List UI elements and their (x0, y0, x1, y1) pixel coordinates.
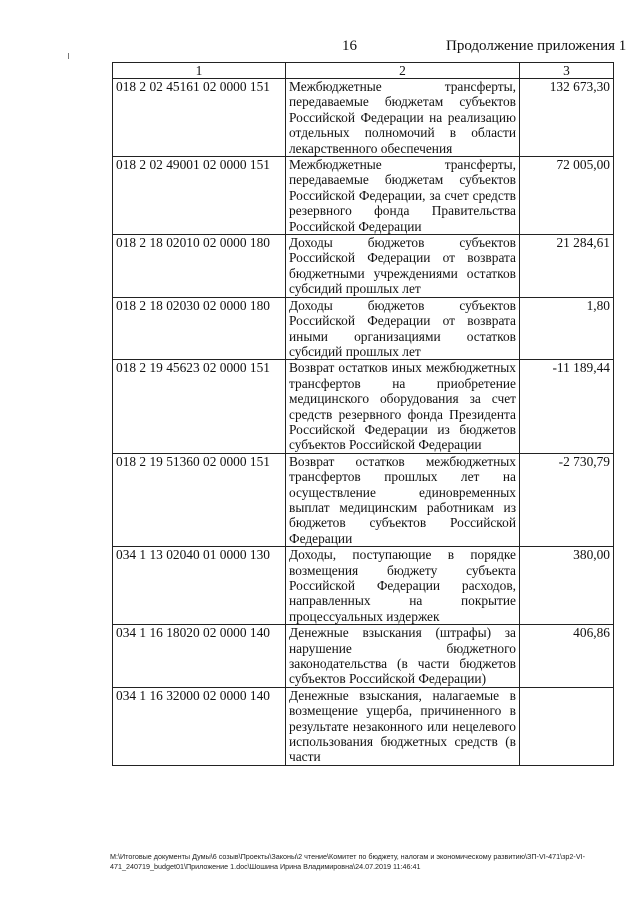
revenue-description: Возврат остатков межбюджетных трансфертов прошлых лет на осуществление единовременных выплат медицинским работникам из бюджетов субъектов Российской Федерации (286, 453, 520, 546)
table-row (113, 360, 614, 453)
document-file-path: M:\Итоговые документы Думы\6 созыв\Проекты\Законы\2 чтение\Комитет по бюджету, налогам и экономическому развитию\ЗП-VI-471\зр2-VI-471_240719_budget01\Приложение 1.doc\Шошина Ирина Владимировна\24.07.2019 11:46:41 (110, 852, 585, 871)
revenue-description: Возврат остатков иных межбюджетных трансфертов на приобретение медицинского оборудования за счет средств резервного фонда Президента Российской Федерации из бюджетов субъектов Российской Федерации (286, 360, 520, 453)
table-row (113, 453, 614, 546)
table-row (113, 547, 614, 625)
table-row (113, 297, 614, 360)
amount: 406,86 (520, 625, 614, 688)
column-header-1: 1 (113, 63, 286, 79)
budget-code: 018 2 19 51360 02 0000 151 (113, 453, 286, 546)
amount: 72 005,00 (520, 157, 614, 235)
continuation-label: Продолжение приложения 1 (446, 38, 627, 54)
revenue-description: Доходы бюджетов субъектов Российской Федерации от возврата бюджетными учреждениями остатков субсидий прошлых лет (286, 235, 520, 298)
revenue-description: Доходы, поступающие в порядке возмещения бюджету субъекта Российской Федерации расходов, направленных на покрытие процессуальных издержек (286, 547, 520, 625)
amount: 21 284,61 (520, 235, 614, 298)
table-row (113, 687, 614, 765)
amount: -11 189,44 (520, 360, 614, 453)
column-header-2: 2 (286, 63, 520, 79)
budget-code: 018 2 19 45623 02 0000 151 (113, 360, 286, 453)
budget-code: 018 2 18 02030 02 0000 180 (113, 297, 286, 360)
amount: 132 673,30 (520, 79, 614, 157)
budget-code: 034 1 16 32000 02 0000 140 (113, 687, 286, 765)
budget-code: 018 2 02 49001 02 0000 151 (113, 157, 286, 235)
revenue-description: Межбюджетные трансферты, передаваемые бюджетам субъектов Российской Федерации на реализацию отдельных полномочий в области лекарственного обеспечения (286, 79, 520, 157)
table-header-row (113, 63, 614, 79)
amount: -2 730,79 (520, 453, 614, 546)
revenue-description: Доходы бюджетов субъектов Российской Федерации от возврата иными организациями остатков субсидий прошлых лет (286, 297, 520, 360)
budget-code: 034 1 16 18020 02 0000 140 (113, 625, 286, 688)
table-row (113, 157, 614, 235)
revenue-table (112, 62, 614, 766)
amount: 1,80 (520, 297, 614, 360)
table-row (113, 625, 614, 688)
budget-code: 034 1 13 02040 01 0000 130 (113, 547, 286, 625)
scan-mark (68, 53, 69, 59)
amount (520, 687, 614, 765)
budget-code: 018 2 18 02010 02 0000 180 (113, 235, 286, 298)
page-number: 16 (342, 38, 357, 54)
revenue-description: Межбюджетные трансферты, передаваемые бюджетам субъектов Российской Федерации, за счет средств резервного фонда Правительства Российской Федерации (286, 157, 520, 235)
revenue-description: Денежные взыскания (штрафы) за нарушение бюджетного законодательства (в части бюджетов субъектов Российской Федерации) (286, 625, 520, 688)
budget-code: 018 2 02 45161 02 0000 151 (113, 79, 286, 157)
table-row (113, 79, 614, 157)
column-header-3: 3 (520, 63, 614, 79)
table-row (113, 235, 614, 298)
amount: 380,00 (520, 547, 614, 625)
revenue-description: Денежные взыскания, налагаемые в возмещение ущерба, причиненного в результате незаконного или нецелевого использования бюджетных средств (в части (286, 687, 520, 765)
